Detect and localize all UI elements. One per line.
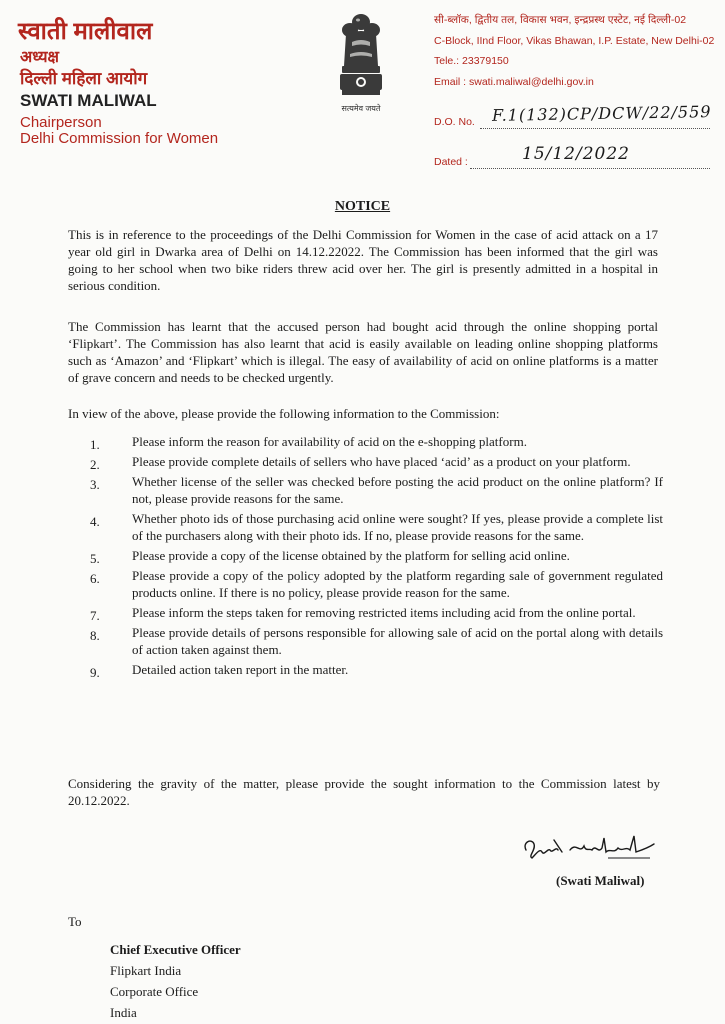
list-item-text: Please inform the reason for availability of acid on the e-shopping platform.: [132, 434, 527, 449]
list-item: [68, 453, 663, 470]
address-block: [434, 10, 724, 92]
organization-hindi: दिल्ली महिला आयोग: [20, 69, 148, 88]
address-hindi: सी-ब्लॉक, द्वितीय तल, विकास भवन, इन्द्रप्रस्थ एस्टेट, नई दिल्ली-02: [434, 14, 687, 26]
list-item-number: 8.: [90, 628, 100, 643]
chairperson-name: SWATI MALIWAL: [20, 91, 157, 110]
list-item: [68, 510, 663, 544]
list-item: [68, 661, 663, 678]
notice-title: NOTICE: [334, 199, 391, 214]
list-item-number: 2.: [90, 457, 100, 472]
list-item-number: 3.: [90, 477, 100, 492]
signatory-name: (Swati Maliwal): [556, 873, 645, 888]
do-number-label: D.O. No.: [434, 116, 475, 128]
list-item-text: Please provide a copy of the policy adopted by the platform regarding sale of government regulated products online. If there is no policy, please provide reason for the same.: [132, 568, 663, 600]
do-number-value: F.1(132)CP/DCW/22/559: [491, 102, 712, 125]
list-item-text: Whether photo ids of those purchasing acid online were sought? If yes, please provide a complete list of the purchasers along with their photo ids. If no, please provide reasons for the same.: [132, 511, 663, 543]
list-item-text: Please provide a copy of the license obtained by the platform for selling acid online.: [132, 548, 570, 563]
recipient-company: Flipkart India: [110, 963, 182, 978]
dated-line: [470, 168, 710, 169]
list-item-number: 6.: [90, 571, 100, 586]
information-request-list: [68, 433, 663, 681]
handwritten-signature: [518, 828, 658, 864]
list-item: [68, 473, 663, 507]
dated-label: Dated :: [434, 156, 468, 168]
list-item-number: 4.: [90, 514, 100, 529]
paragraph-4: Considering the gravity of the matter, please provide the sought information to the Commission latest by 20.12.2022.: [68, 776, 660, 808]
list-item-number: 1.: [90, 437, 100, 452]
name-hindi: स्वाती मालीवाल: [18, 18, 153, 45]
chairperson-designation: Chairperson: [20, 114, 102, 131]
list-item-text: Please provide complete details of sellers who have placed ‘acid’ as a product on your platform.: [132, 454, 631, 469]
list-item-text: Detailed action taken report in the matter.: [132, 662, 349, 677]
recipient-office: Corporate Office: [110, 984, 199, 999]
emblem-motto: सत्यमेव जयते: [341, 104, 381, 113]
address-english: C-Block, IInd Floor, Vikas Bhawan, I.P. Estate, New Delhi-02: [434, 34, 715, 47]
telephone: Tele.: 23379150: [434, 55, 509, 67]
list-item-text: Please inform the steps taken for removing restricted items including acid from the online portal.: [132, 605, 636, 620]
list-item-number: 7.: [90, 608, 100, 623]
email-address: Email : swati.maliwal@delhi.gov.in: [434, 75, 594, 88]
list-item-number: 5.: [90, 551, 100, 566]
recipient-title: Chief Executive Officer: [110, 942, 241, 957]
designation-hindi: अध्यक्ष: [20, 49, 59, 66]
paragraph-1: This is in reference to the proceedings of the Delhi Commission for Women in the case of acid attack on a 17 year old girl in Dwarka area of Delhi on 14.12.22022. The Commission has been informed that the girl was going to her school when two bike riders threw acid over her. The girl is presently admitted in a hospital in serious condition.: [68, 227, 658, 293]
list-item-number: 9.: [90, 665, 100, 680]
list-item-text: Please provide details of persons responsible for allowing sale of acid on the portal along with details of action taken against them.: [132, 625, 663, 657]
do-number-line: [480, 128, 710, 129]
organization-name: Delhi Commission for Women: [20, 130, 219, 147]
recipient-country: India: [110, 1005, 137, 1020]
list-item: [68, 567, 663, 601]
list-item: [68, 624, 663, 658]
list-item: [68, 604, 663, 621]
list-item: [68, 433, 663, 450]
list-item-text: Whether license of the seller was checked before posting the acid product on the online platform? If not, please provide reasons for the same.: [132, 474, 663, 506]
paragraph-3: In view of the above, please provide the following information to the Commission:: [68, 406, 500, 421]
list-item: [68, 547, 663, 564]
to-label: To: [68, 914, 82, 929]
dated-value: 15/12/2022: [522, 144, 630, 164]
paragraph-2: The Commission has learnt that the accused person had bought acid through the online shopping portal ‘Flipkart’. The Commission has also learnt that acid is easily available on leading online shopping platforms such as ‘Amazon’ and ‘Flipkart’ which is illegal. The easy of availability of acid on online platforms is a matter of grave concern and needs to be checked urgently.: [68, 319, 658, 385]
addressee-block: [110, 939, 241, 1023]
